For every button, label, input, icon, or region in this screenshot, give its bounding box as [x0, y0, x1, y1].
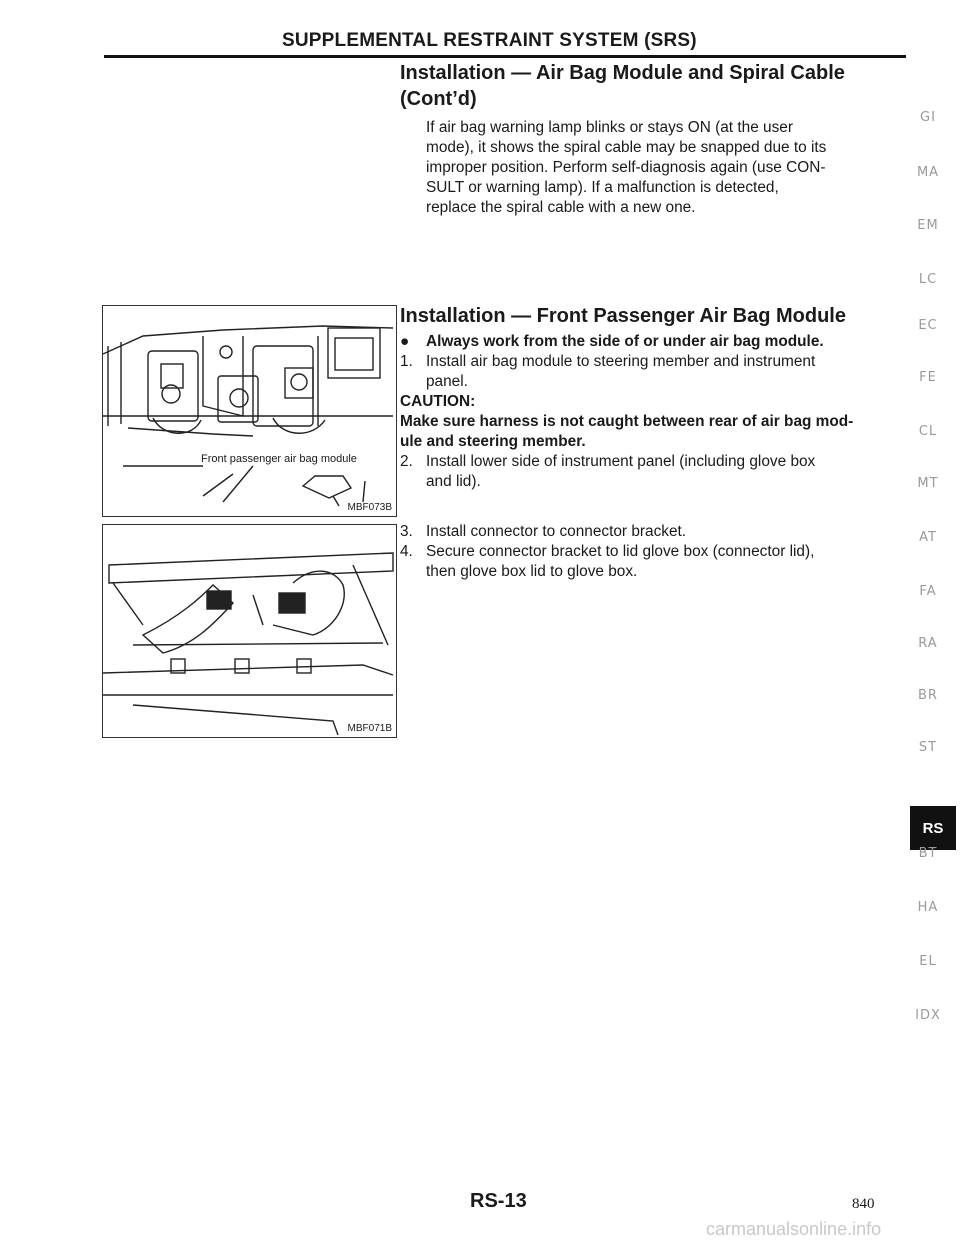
caution-line1: Make sure harness is not caught between rear of air bag mod-	[400, 413, 854, 430]
figure-code: MBF071B	[347, 723, 392, 734]
caution-line2: ule and steering member.	[400, 433, 586, 450]
page-label: RS-13	[470, 1190, 527, 1212]
figure-connector-bracket	[102, 524, 397, 738]
side-tab-lc[interactable]: LC	[918, 272, 938, 287]
side-tab-em[interactable]: EM	[917, 218, 939, 233]
step-4-line1: Secure connector bracket to lid glove box (connector lid),	[426, 543, 815, 560]
paragraph-line: replace the spiral cable with a new one.	[426, 199, 696, 216]
step-4-line2: then glove box lid to glove box.	[426, 563, 638, 580]
bullet-text: Always work from the side of or under air bag module.	[426, 333, 824, 350]
step-2-number: 2.	[400, 453, 413, 470]
side-tab-idx[interactable]: IDX	[915, 1008, 941, 1023]
step-4	[400, 542, 906, 582]
bullet-mark: ●	[400, 333, 410, 350]
section2-body	[400, 332, 906, 492]
side-tab-el[interactable]: EL	[919, 954, 937, 969]
step-3	[400, 522, 906, 542]
paragraph-line: SULT or warning lamp). If a malfunction is detected,	[426, 179, 779, 196]
step-2-line2: and lid).	[426, 473, 481, 490]
side-tab-ra[interactable]: RA	[918, 636, 938, 651]
page-header-title: SUPPLEMENTAL RESTRAINT SYSTEM (SRS)	[282, 30, 697, 51]
figure-callout-label: Front passenger air bag module	[201, 453, 357, 465]
step-3-text: Install connector to connector bracket.	[426, 523, 687, 540]
section2-title: Installation — Front Passenger Air Bag Module	[400, 305, 846, 327]
paragraph-line: improper position. Perform self-diagnosis again (use CON-	[426, 159, 826, 176]
connector-bracket-illustration	[103, 525, 396, 737]
paragraph-line: If air bag warning lamp blinks or stays ON (at the user	[426, 119, 793, 136]
section1-paragraph	[426, 118, 906, 218]
step-3-number: 3.	[400, 523, 413, 540]
side-tab-gi[interactable]: GI	[920, 110, 936, 125]
section2-steps-continued	[400, 522, 906, 582]
watermark: carmanualsonline.info	[706, 1219, 882, 1239]
page-number: 840	[852, 1196, 875, 1212]
figure-code: MBF073B	[347, 502, 392, 513]
airbag-module-illustration	[103, 306, 396, 516]
side-tab-ma[interactable]: MA	[916, 165, 940, 180]
side-tab-st[interactable]: ST	[918, 740, 938, 755]
step-2	[400, 452, 906, 492]
caution-label: CAUTION:	[400, 393, 476, 410]
step-2-line1: Install lower side of instrument panel (including glove box	[426, 453, 816, 470]
side-tab-rs-active[interactable]: RS	[910, 806, 956, 850]
side-tab-ec[interactable]: EC	[918, 318, 938, 333]
step-1-number: 1.	[400, 353, 413, 370]
step-1-line2: panel.	[426, 373, 468, 390]
section1-title-line2: (Cont’d)	[400, 88, 477, 110]
section1-title-line1: Installation — Air Bag Module and Spiral Cable	[400, 62, 845, 84]
header-rule	[104, 55, 906, 58]
side-tab-ha[interactable]: HA	[917, 900, 939, 915]
paragraph-line: mode), it shows the spiral cable may be snapped due to its	[426, 139, 827, 156]
side-tab-cl[interactable]: CL	[918, 424, 938, 439]
side-tab-at[interactable]: AT	[919, 530, 937, 545]
side-tab-mt[interactable]: MT	[917, 476, 939, 491]
figure-passenger-airbag-module	[102, 305, 397, 517]
side-tab-bt[interactable]: BT	[918, 846, 938, 861]
side-tab-br[interactable]: BR	[918, 688, 938, 703]
step-1-line1: Install air bag module to steering member and instrument	[426, 353, 816, 370]
bullet-item	[400, 332, 906, 352]
step-1	[400, 352, 906, 392]
step-4-number: 4.	[400, 543, 413, 560]
side-tab-fa[interactable]: FA	[919, 584, 937, 599]
side-tab-fe[interactable]: FE	[919, 370, 937, 385]
